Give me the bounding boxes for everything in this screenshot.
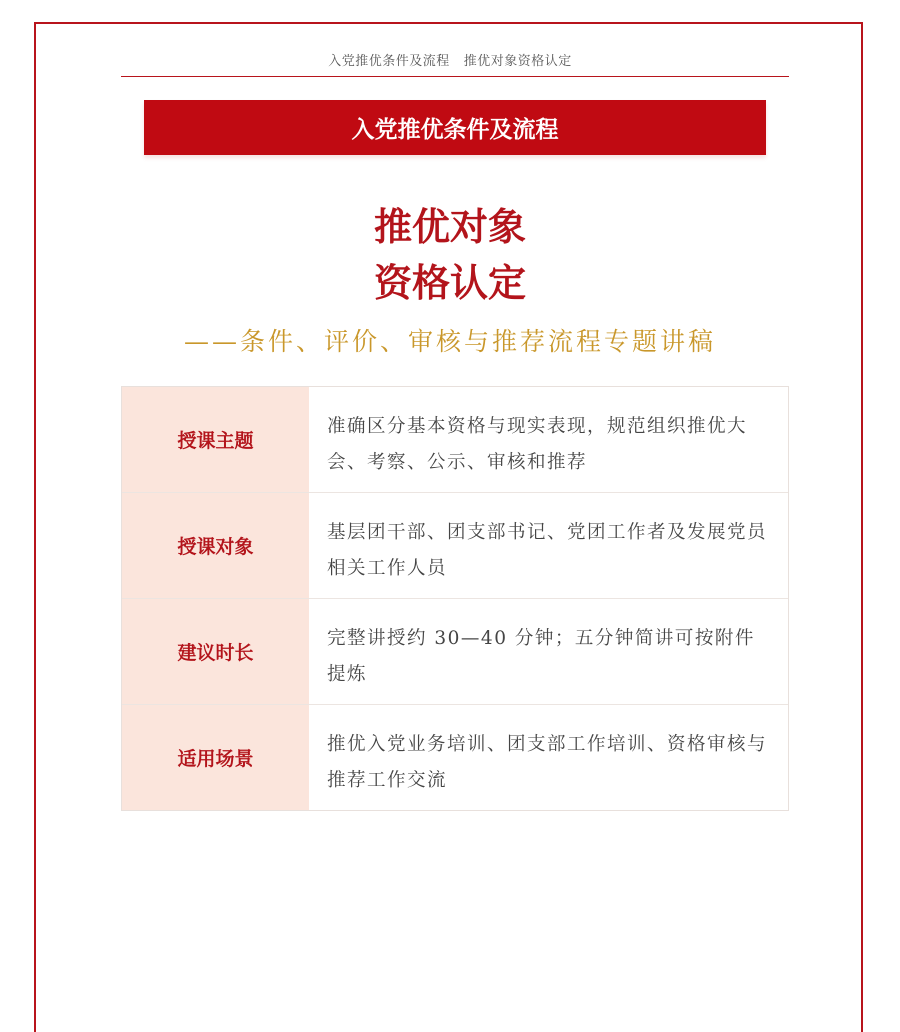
main-title-line-1: 推优对象 <box>373 205 526 249</box>
header-divider <box>121 76 789 77</box>
table-row <box>122 599 788 705</box>
section-banner <box>144 100 766 155</box>
row-label: 授课对象 <box>122 493 309 598</box>
row-label: 建议时长 <box>122 599 309 704</box>
running-header-left: 入党推优条件及流程 <box>328 54 450 69</box>
running-header-right: 推优对象资格认定 <box>463 54 572 69</box>
row-value: 基层团干部、团支部书记、党团工作者及发展党员相关工作人员 <box>327 522 768 579</box>
row-label: 适用场景 <box>122 705 309 810</box>
row-value: 推优入党业务培训、团支部工作培训、资格审核与推荐工作交流 <box>327 734 768 791</box>
row-value: 准确区分基本资格与现实表现，规范组织推优大会、考察、公示、审核和推荐 <box>327 416 748 473</box>
table-row <box>122 493 788 599</box>
table-row <box>122 387 788 493</box>
row-label: 授课主题 <box>122 387 309 492</box>
running-header <box>0 50 900 69</box>
course-info-table <box>121 386 789 811</box>
row-value: 完整讲授约 30—40 分钟；五分钟简讲可按附件提炼 <box>327 628 755 685</box>
main-title-line-2: 资格认定 <box>373 261 526 305</box>
section-banner-text: 入党推优条件及流程 <box>351 117 559 143</box>
table-row <box>122 705 788 810</box>
subtitle: ——条件、评价、审核与推荐流程专题讲稿 <box>183 327 716 356</box>
